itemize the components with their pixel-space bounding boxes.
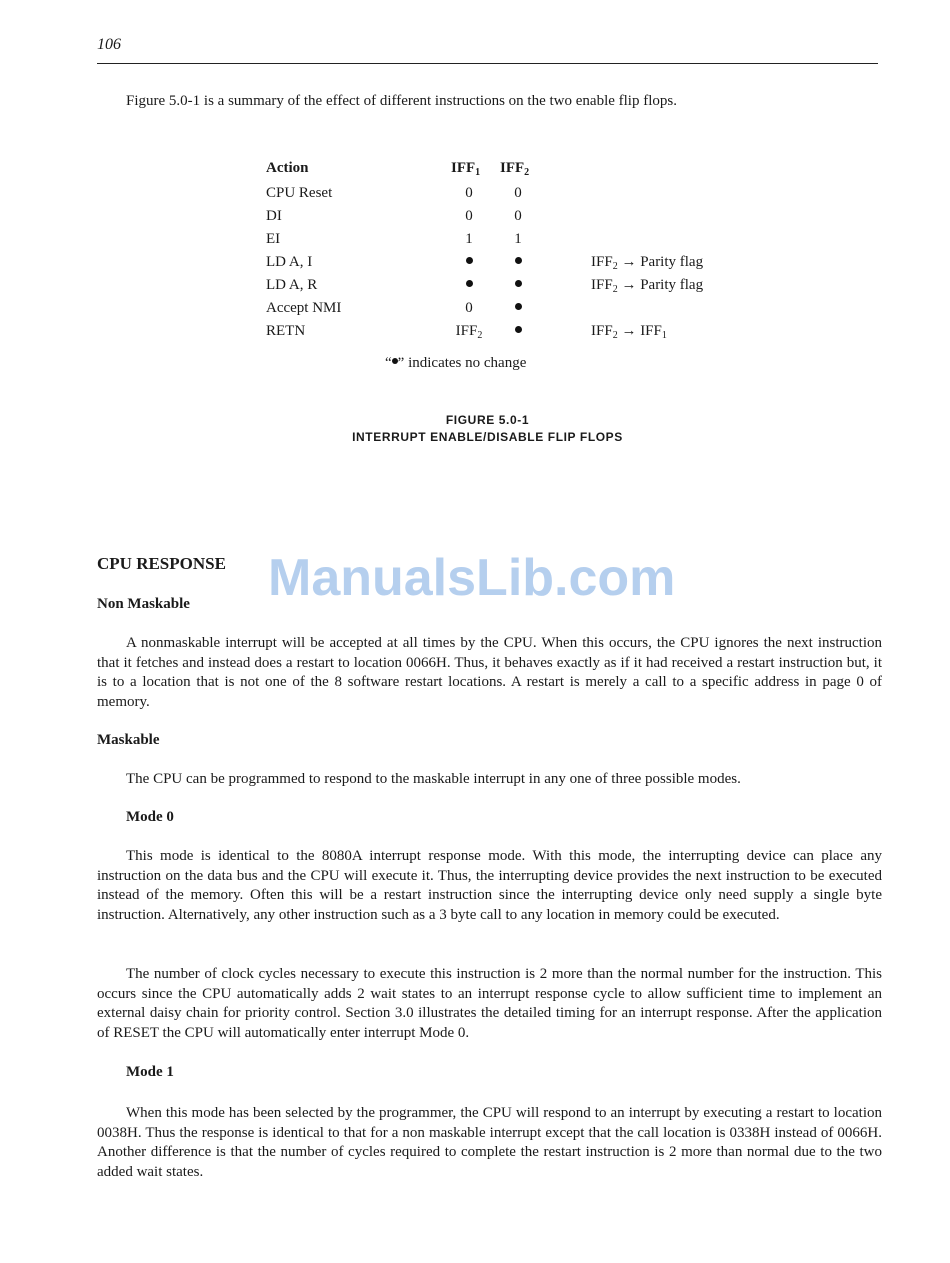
non-maskable-heading: Non Maskable — [97, 596, 190, 612]
row-iff2 — [500, 277, 536, 294]
table-legend: “ ” indicates no change — [385, 355, 527, 371]
no-change-dot-icon — [515, 303, 522, 310]
watermark: ManualsLib.com — [268, 549, 676, 607]
non-maskable-paragraph: A nonmaskable interrupt will be accepted at all times by the CPU. When this occurs, the CPU ignores the next instruction that it fetches and instead does a restart to location 0066H. Thus, it behaves exactly as if it had received a restart instruction but, it is to a location that is not one of the 8 software restart locations. A restart is merely a call to a specific address in page 0 of memory. — [97, 635, 882, 710]
table-row — [266, 254, 766, 277]
row-action: EI — [266, 231, 281, 247]
row-iff2 — [500, 254, 536, 271]
header-action: Action — [266, 160, 309, 176]
table-row — [266, 231, 766, 254]
row-iff1: 0 — [465, 300, 473, 316]
mode1-paragraph: When this mode has been selected by the programmer, the CPU will respond to an interrupt by executing a restart to location 0038H. Thus the response is identical to that for a non maskable interrupt except that the call location is 0338H instead of 0066H. Another difference is that the number of cycles required to complete the restart instruction is 2 more than normal due to the two added wait states. — [97, 1105, 882, 1180]
page-number: 106 — [97, 36, 121, 53]
row-action: CPU Reset — [266, 185, 333, 201]
table-row — [266, 185, 766, 208]
table-row — [266, 208, 766, 231]
header-rule — [97, 63, 878, 64]
header-iff2: $IFF_2$ — [500, 160, 530, 178]
mode1-heading: Mode 1 — [126, 1064, 174, 1080]
no-change-dot-icon — [515, 326, 522, 333]
table-row — [266, 277, 766, 300]
mode0-paragraph-1: This mode is identical to the 8080A interrupt response mode. With this mode, the interrupting device can place any instruction on the data bus and the CPU will execute it. Thus, the interrupting device provides the next instruction to be executed instead of the memory. Often this will be a restart instruction since the interrupting device only need supply a single byte instruction. Alternatively, any other instruction such as a 3 byte call to any location in memory could be executed. — [97, 848, 882, 923]
section-heading: CPU RESPONSE — [97, 554, 226, 573]
mode0-heading: Mode 0 — [126, 809, 174, 825]
row-iff1: 0 — [465, 208, 473, 224]
row-iff1: 0 — [465, 185, 473, 201]
flip-flop-table — [266, 160, 766, 346]
row-iff1: $IFF_2$ — [455, 323, 483, 341]
maskable-heading: Maskable — [97, 732, 160, 748]
row-iff2 — [500, 323, 536, 340]
intro-paragraph: Figure 5.0-1 is a summary of the effect of different instructions on the two enable flip flops. — [126, 93, 677, 109]
row-note: $IFF_2$ → Parity flag — [591, 277, 704, 295]
row-iff1: 1 — [465, 231, 473, 247]
row-action: LD A, I — [266, 254, 313, 270]
mode0-paragraph-2: The number of clock cycles necessary to execute this instruction is 2 more than the normal number for the instruction. This occurs since the CPU automatically adds 2 wait states to an interrupt response cycle to allow sufficient time to implement an external daisy chain for priority control. Section 3.0 illustrates the detailed timing for an interrupt response. After the application of RESET the CPU will automatically enter interrupt Mode 0. — [97, 966, 882, 1041]
row-action: LD A, R — [266, 277, 318, 293]
row-iff2 — [500, 300, 536, 317]
row-iff2: 0 — [514, 185, 522, 201]
figure-number: FIGURE 5.0-1 — [445, 413, 530, 427]
row-iff2: 0 — [514, 208, 522, 224]
row-action: DI — [266, 208, 282, 224]
maskable-paragraph: The CPU can be programmed to respond to the maskable interrupt in any one of three possible modes. — [126, 771, 741, 787]
table-header-row — [266, 160, 766, 185]
no-change-dot-icon — [466, 280, 473, 287]
row-action: RETN — [266, 323, 306, 339]
table-row — [266, 323, 766, 346]
row-iff2: 1 — [514, 231, 522, 247]
row-iff1 — [451, 277, 487, 294]
figure-title: INTERRUPT ENABLE/DISABLE FLIP FLOPS — [352, 430, 623, 444]
no-change-dot-icon — [515, 280, 522, 287]
no-change-dot-icon — [515, 257, 522, 264]
table-row — [266, 300, 766, 323]
row-note: $IFF_2 \to IFF_1$ — [591, 323, 667, 341]
no-change-dot-icon — [466, 257, 473, 264]
row-action: Accept NMI — [266, 300, 342, 316]
row-iff1 — [451, 254, 487, 271]
header-iff1: $IFF_1$ — [451, 160, 481, 178]
row-note: $IFF_2$ → Parity flag — [591, 254, 704, 272]
